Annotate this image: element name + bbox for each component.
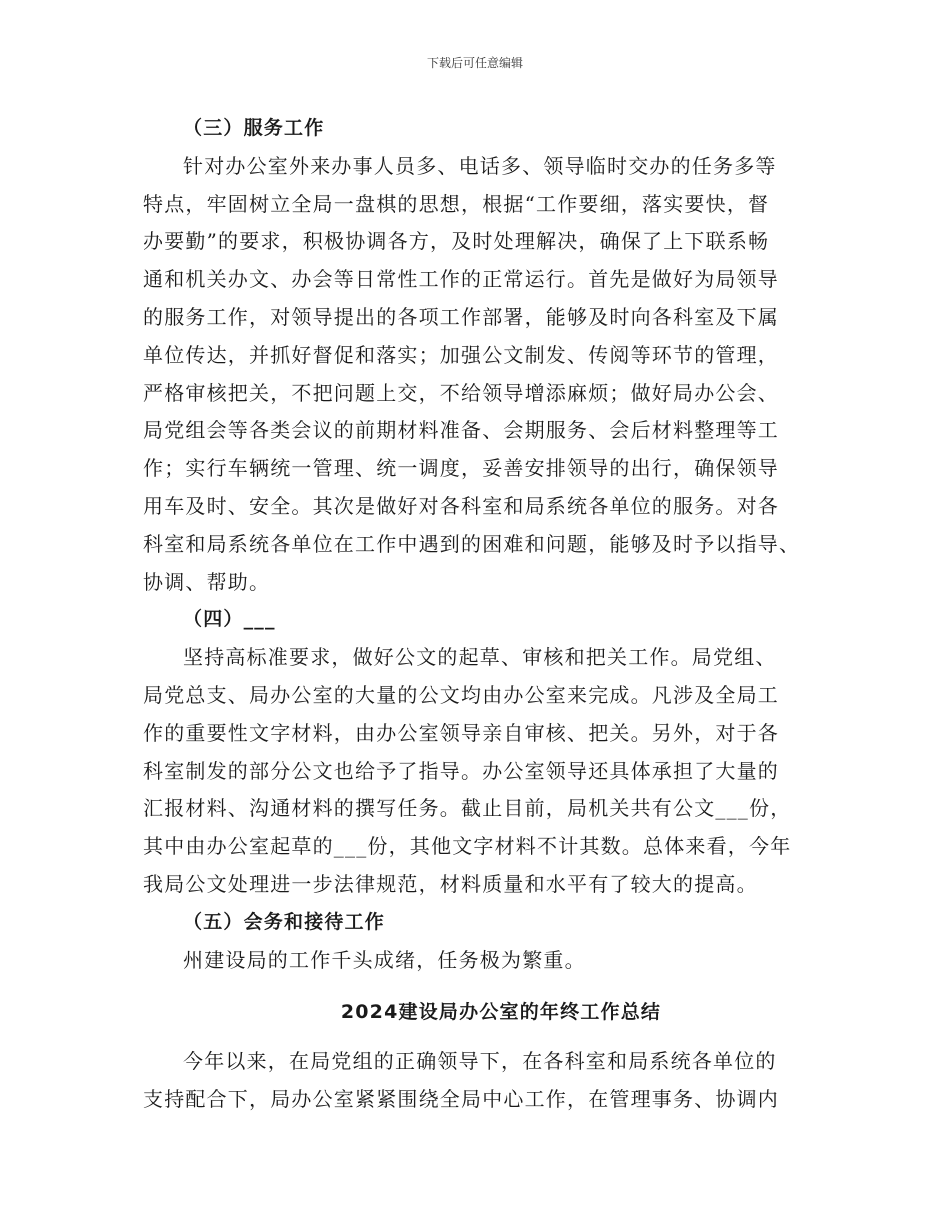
text-line: 的服务工作，对领导提出的各项工作部署，能够及时向各科室及下属: [143, 304, 779, 329]
text-line: 局党组会等各类会议的前期材料准备、会期服务、会后材料整理等工: [143, 418, 779, 443]
text-line: 州建设局的工作千头成绪，任务极为繁重。: [183, 947, 586, 972]
text-line: 其中由办公室起草的___份，其他文字材料不计其数。总体来看，今年: [143, 834, 792, 859]
text-line: 通和机关办文、办会等日常性工作的正常运行。首先是做好为局领导: [143, 267, 779, 292]
text-line: 今年以来，在局党组的正确领导下，在各科室和局系统各单位的: [183, 1049, 777, 1074]
text-line: 作；实行车辆统一管理、统一调度，妥善安排领导的出行，确保领导: [143, 456, 779, 481]
text-line: 单位传达，并抓好督促和落实；加强公文制发、传阅等环节的管理，: [143, 342, 779, 367]
text-line: 坚持高标准要求，做好公文的起草、审核和把关工作。局党组、: [183, 645, 777, 670]
text-line: 办要勤”的要求，积极协调各方，及时处理解决，确保了上下联系畅: [143, 229, 770, 254]
document-body: [143, 110, 823, 1119]
text-line: 协调、帮助。: [143, 569, 271, 594]
text-line: 我局公文处理进一步法律规范，材料质量和水平有了较大的提高。: [143, 871, 758, 896]
text-line: 局党总支、局办公室的大量的公文均由办公室来完成。凡涉及全局工: [143, 682, 779, 707]
text-line: 针对办公室外来办事人员多、电话多、领导临时交办的任务多等: [183, 153, 777, 178]
section-heading: （四）___: [183, 608, 276, 631]
section-heading: （五）会务和接待工作: [183, 910, 386, 933]
page-header: 下载后可任意编辑: [426, 56, 523, 70]
text-line: 科室制发的部分公文也给予了指导。办公室领导还具体承担了大量的: [143, 758, 779, 783]
text-line: 汇报材料、沟通材料的撰写任务。截止目前，局机关共有公文___份，: [143, 796, 792, 821]
document-title: 2024建设局办公室的年终工作总结: [340, 1001, 662, 1024]
text-line: 用车及时、安全。其次是做好对各科室和局系统各单位的服务。对各: [143, 493, 779, 518]
section-heading: （三）服务工作: [183, 117, 325, 139]
text-line: 作的重要性文字材料，由办公室领导亲自审核、把关。另外，对于各: [143, 720, 779, 745]
text-line: 严格审核把关，不把问题上交，不给领导增添麻烦；做好局办公会、: [143, 380, 779, 405]
text-line: 特点，牢固树立全局一盘棋的思想，根据“工作要细，落实要快，督: [143, 191, 770, 216]
text-line: 科室和局系统各单位在工作中遇到的困难和问题，能够及时予以指导、: [143, 531, 801, 556]
text-line: 支持配合下，局办公室紧紧围绕全局中心工作，在管理事务、协调内: [143, 1087, 779, 1112]
